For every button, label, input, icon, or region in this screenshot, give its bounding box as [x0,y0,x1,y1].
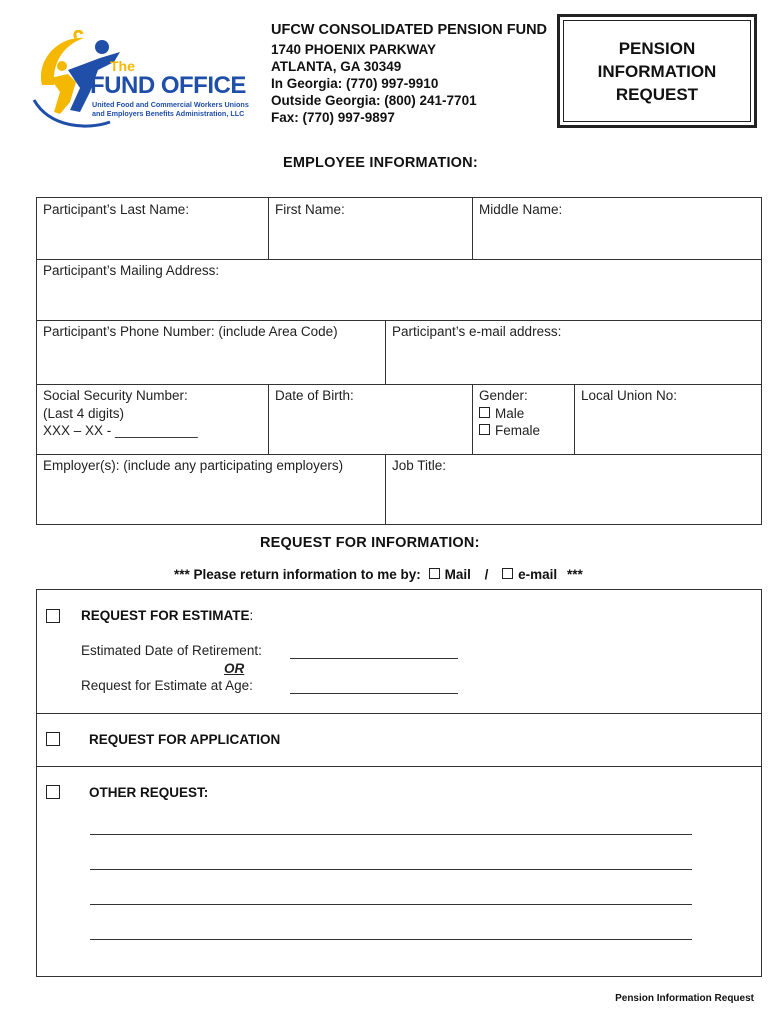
other-request-line-3[interactable] [90,904,692,905]
gender-field [479,387,540,440]
return-prefix: *** Please return information to me by: [174,567,421,582]
fund-office-logo [32,30,247,130]
other-request-line-2[interactable] [90,869,692,870]
request-estimate-colon: : [249,608,254,623]
mail-checkbox-icon[interactable] [429,568,440,579]
fund-name: UFCW CONSOLIDATED PENSION FUND [271,22,548,38]
job-title-field[interactable] [392,457,446,475]
middle-name-field[interactable] [479,201,562,219]
request-application-checkbox[interactable] [46,732,60,746]
form-title-box [557,14,757,128]
other-request-line-4[interactable] [90,939,692,940]
mailing-address-label: Participant’s Mailing Address: [43,263,220,278]
gender-option-female[interactable]: Female [479,422,540,440]
gender-option-male[interactable]: Male [479,405,540,423]
employee-info-table [36,197,762,525]
logo-figure-head-blue [95,40,109,54]
estimate-age-input-line[interactable] [290,693,458,694]
employee-info-title: EMPLOYEE INFORMATION: [283,155,478,171]
other-request-checkbox[interactable] [46,785,60,799]
logo-brand-small: The [110,58,135,74]
retire-date-label: Estimated Date of Retirement: [81,643,262,658]
return-method-line [174,567,583,582]
gender-label: Gender: [479,388,528,403]
email-label: Participant’s e-mail address: [392,324,562,339]
request-estimate-heading [81,608,253,623]
mail-option-label: Mail [444,567,471,582]
address-line-street: 1740 PHOENIX PARKWAY [271,42,437,57]
request-application-label: REQUEST FOR APPLICATION [89,732,281,747]
ssn-field[interactable] [43,387,198,440]
mailing-address-field[interactable] [43,262,219,280]
email-field[interactable] [392,323,561,341]
job-title-label: Job Title: [392,458,447,473]
employer-label: Employer(s): (include any participating employers) [43,458,344,473]
female-checkbox-icon[interactable] [479,424,490,435]
logo-tagline-1: United Food and Commercial Workers Unions [92,100,249,109]
fax-number: Fax: (770) 997-9897 [271,110,395,125]
dob-field[interactable] [275,387,354,405]
email-option-label: e-mail [518,567,558,582]
return-suffix: *** [566,567,583,582]
return-separator: / [484,567,489,582]
phone-field[interactable] [43,323,338,341]
logo-figure-head-yellow [57,61,67,71]
male-checkbox-icon[interactable] [479,407,490,418]
last-name-label: Participant’s Last Name: [43,202,190,217]
or-label: OR [224,661,245,676]
other-request-line-1[interactable] [90,834,692,835]
middle-name-label: Middle Name: [479,202,563,217]
request-estimate-checkbox[interactable] [46,609,60,623]
request-info-title: REQUEST FOR INFORMATION: [260,535,480,551]
estimate-age-label: Request for Estimate at Age: [81,678,253,693]
local-union-label: Local Union No: [581,388,678,403]
form-title: PENSION INFORMATION REQUEST [597,38,717,104]
request-estimate-label: REQUEST FOR ESTIMATE [81,608,250,623]
phone-outside-georgia: Outside Georgia: (800) 241-7701 [271,93,477,108]
other-request-label: OTHER REQUEST: [89,785,209,800]
address-line-city: ATLANTA, GA 30349 [271,59,402,74]
phone-georgia: In Georgia: (770) 997-9910 [271,76,439,91]
ssn-format: XXX – XX - ___________ [43,423,198,438]
email-checkbox-icon[interactable] [502,568,513,579]
employer-field[interactable] [43,457,343,475]
footer-label: Pension Information Request [615,993,754,1004]
phone-label: Participant’s Phone Number: (include Area Code) [43,324,338,339]
logo-tagline-2: and Employers Benefits Administration, LLC [92,109,245,118]
logo-brand-main: FUND OFFICE [90,72,246,99]
ssn-label: Social Security Number: [43,388,188,403]
retire-date-input-line[interactable] [290,658,458,659]
dob-label: Date of Birth: [275,388,354,403]
first-name-field[interactable] [275,201,345,219]
first-name-label: First Name: [275,202,345,217]
last-name-field[interactable] [43,201,189,219]
ssn-hint: (Last 4 digits) [43,405,125,421]
local-union-field[interactable] [581,387,677,405]
request-table [36,589,762,977]
